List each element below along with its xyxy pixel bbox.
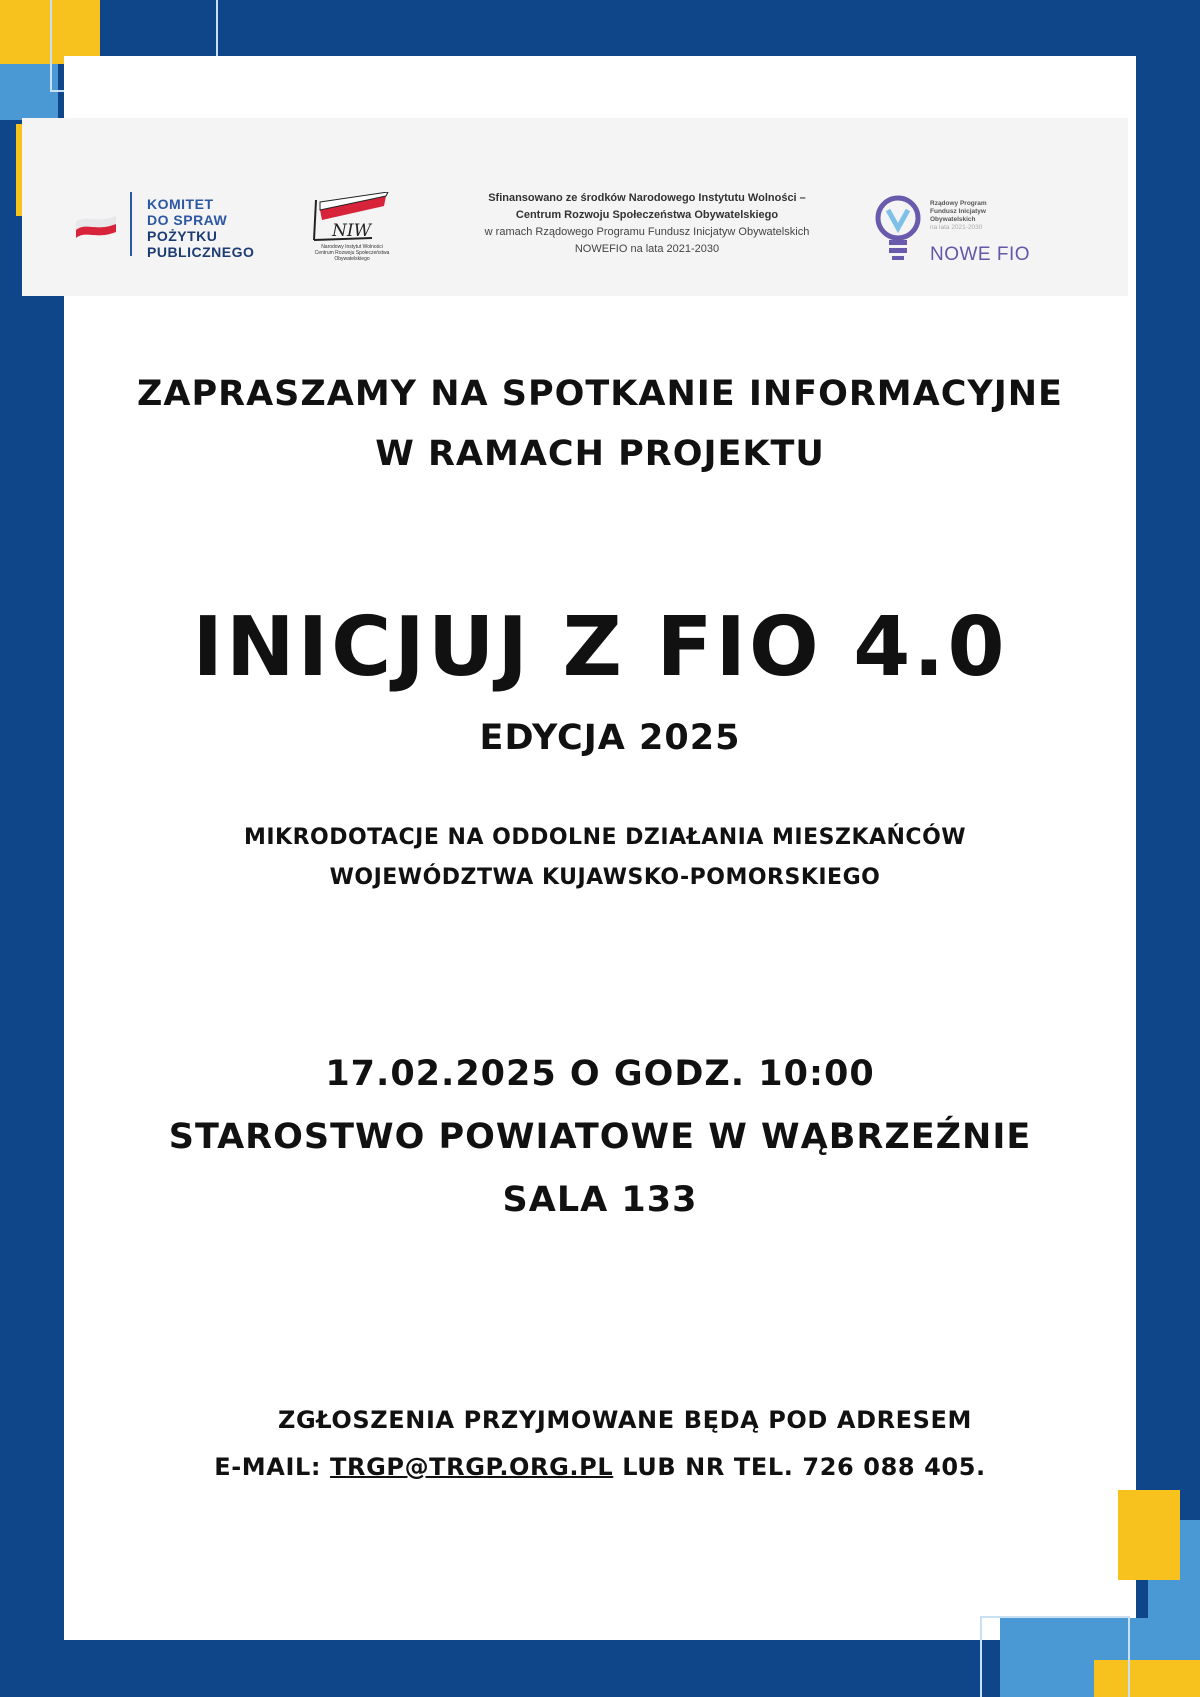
microgrants-description — [0, 818, 1200, 898]
invite-line: ZAPRASZAMY NA SPOTKANIE INFORMACYJNE — [137, 374, 1063, 414]
komitet-logo-text — [147, 196, 254, 260]
niw-mark: NIW — [332, 221, 372, 241]
polish-flag-icon — [72, 208, 120, 248]
komitet-line: DO SPRAW — [147, 212, 228, 228]
project-title: INICJUJ Z FIO 4.0 — [192, 600, 1008, 695]
nowefio-logo — [872, 194, 1062, 274]
nowefio-small-line: Rządowy Program — [930, 200, 987, 207]
niw-caption — [302, 244, 402, 262]
invite-line: W RAMACH PROJEKTU — [375, 434, 825, 474]
komitet-logo — [67, 190, 287, 258]
invite-heading — [0, 364, 1200, 484]
micro-line: MIKRODOTACJE NA ODDOLNE DZIAŁANIA MIESZKAŃCÓW — [243, 825, 967, 850]
micro-line: WOJEWÓDZTWA KUJAWSKO-POMORSKIEGO — [329, 865, 881, 890]
niw-caption-line: Narodowy Instytut Wolności — [321, 244, 383, 250]
event-venue: STAROSTWO POWIATOWE W WĄBRZEŹNIE — [168, 1117, 1032, 1157]
decor-square-yellow — [1118, 1490, 1180, 1580]
phone-text: LUB NR TEL. 726 088 405. — [613, 1453, 986, 1481]
nowefio-small-line: Fundusz Inicjatyw — [930, 208, 986, 215]
financing-line: NOWEFIO na lata 2021-2030 — [574, 243, 720, 255]
nowefio-small-line: Obywatelskich — [930, 216, 976, 223]
nowefio-years: na lata 2021-2030 — [930, 224, 983, 231]
financing-line: w ramach Rządowego Programu Fundusz Inicjatyw Obywatelskich — [484, 226, 810, 238]
nowefio-name: NOWE FIO — [930, 244, 1031, 265]
email-prefix: E-MAIL: — [214, 1453, 331, 1481]
contact-line: ZGŁOSZENIA PRZYJMOWANE BĘDĄ POD ADRESEM — [277, 1406, 973, 1434]
niw-caption-line: Centrum Rozwoju Społeczeństwa Obywatelskiego — [314, 250, 390, 262]
komitet-line: POŻYTKU — [147, 228, 218, 244]
email-link[interactable]: TRGP@TRGP.ORG.PL — [330, 1453, 614, 1481]
niw-logo — [302, 192, 402, 264]
lightbulb-icon — [872, 194, 924, 266]
event-datetime: 17.02.2025 O GODZ. 10:00 — [325, 1054, 875, 1094]
edition-label: EDYCJA 2025 — [479, 718, 741, 758]
niw-flag-icon — [302, 192, 402, 244]
nowefio-program-text — [930, 200, 987, 232]
komitet-line: KOMITET — [147, 196, 214, 212]
event-room: SALA 133 — [502, 1180, 698, 1220]
financing-line: Sfinansowano ze środków Narodowego Instytutu Wolności – — [488, 192, 806, 204]
logo-separator — [130, 192, 132, 256]
event-details — [0, 1043, 1200, 1232]
contact-line — [0, 1444, 1200, 1491]
komitet-line: PUBLICZNEGO — [147, 244, 255, 260]
registration-contact — [0, 1397, 1200, 1491]
financing-line: Centrum Rozwoju Społeczeństwa Obywatelskiego — [515, 209, 779, 221]
financing-statement — [442, 190, 852, 258]
decor-square-outline — [980, 1616, 1130, 1697]
sponsor-logos-strip — [22, 118, 1128, 296]
